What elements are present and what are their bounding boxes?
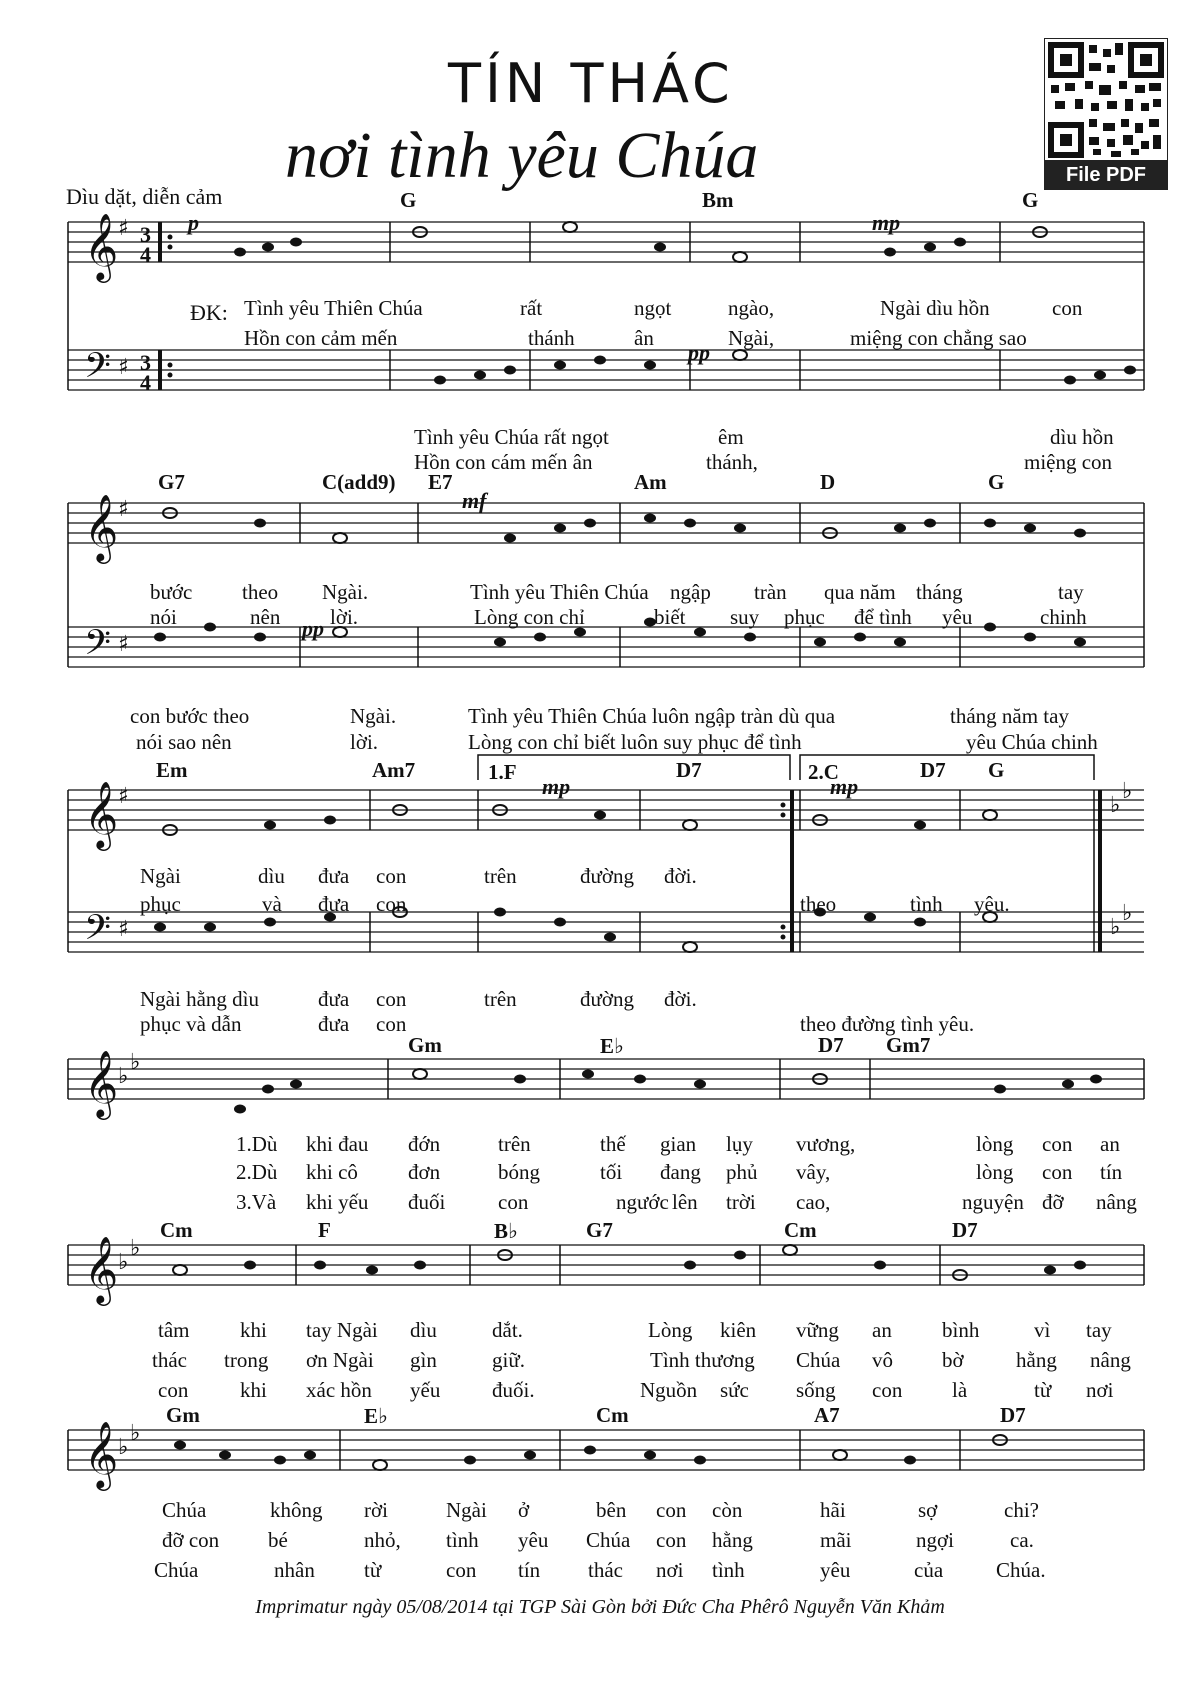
lyric-syllable: xác hồn bbox=[306, 1378, 372, 1402]
chord: Am7 bbox=[372, 758, 416, 782]
lyric-syllable: Ngài dìu hồn bbox=[880, 296, 990, 320]
lyric-syllable: Ngài hằng dìu bbox=[140, 987, 259, 1011]
lyric-syllable: Ngài bbox=[140, 864, 181, 888]
lyric-syllable: suy bbox=[730, 605, 760, 629]
lyric-syllable: Hồn con cám mến ân bbox=[414, 450, 593, 474]
lyric-syllable: theo bbox=[800, 892, 837, 916]
svg-text:3: 3 bbox=[140, 350, 151, 375]
lyric-syllable: rất bbox=[520, 296, 543, 320]
lyric-syllable: tình bbox=[910, 892, 943, 916]
lyric-syllable: giữ. bbox=[492, 1348, 525, 1372]
lyric-syllable: đớn bbox=[408, 1132, 441, 1156]
lyric-syllable: dắt. bbox=[492, 1318, 523, 1342]
lyric-syllable: tín bbox=[1100, 1160, 1123, 1184]
lyric-syllable: gìn bbox=[410, 1348, 437, 1372]
lyric-syllable: bước bbox=[150, 580, 193, 604]
lyric-syllable: con bbox=[158, 1378, 189, 1402]
lyric-syllable: trời bbox=[726, 1190, 756, 1214]
svg-text:𝄞: 𝄞 bbox=[84, 1235, 119, 1303]
lyric-syllable: sợ bbox=[918, 1498, 938, 1522]
svg-text:♭: ♭ bbox=[1122, 901, 1133, 926]
lyric-syllable: Tình yêu Thiên Chúa luôn ngập tràn dù qua bbox=[468, 704, 836, 728]
chord: E♭ bbox=[600, 1034, 624, 1058]
chord: Cm bbox=[596, 1403, 629, 1427]
lyric-syllable: yếu bbox=[410, 1378, 441, 1402]
lyric-syllable: con bbox=[376, 987, 407, 1011]
lyric-syllable: trên bbox=[498, 1132, 531, 1156]
lyric-syllable: Lòng con chỉ bbox=[474, 605, 585, 629]
lyric-syllable: và bbox=[262, 892, 282, 916]
chord: Cm bbox=[160, 1218, 193, 1242]
chord: D bbox=[820, 470, 836, 494]
lyric-syllable: tối bbox=[600, 1160, 623, 1184]
lyric-syllable: con bbox=[376, 1012, 407, 1036]
lyric-syllable: đuối bbox=[408, 1190, 446, 1214]
svg-text:♭: ♭ bbox=[1122, 779, 1133, 804]
chord: 1.F bbox=[488, 760, 517, 784]
dynamic-mp: mp bbox=[872, 210, 901, 235]
lyric-syllable: tháng năm tay bbox=[950, 704, 1069, 728]
lyric-syllable: miệng con chẳng sao bbox=[850, 326, 1027, 350]
svg-text:𝄞: 𝄞 bbox=[84, 493, 119, 561]
lyric-syllable: Tình yêu Thiên Chúa bbox=[470, 580, 649, 604]
lyric-syllable: từ bbox=[1034, 1378, 1052, 1402]
lyric-syllable: đưa bbox=[318, 864, 350, 888]
lyric-syllable: ngước bbox=[616, 1190, 669, 1214]
lyric-syllable: tháng bbox=[916, 580, 963, 604]
lyric-syllable: tín bbox=[518, 1558, 541, 1582]
lyric-syllable: đưa bbox=[318, 987, 350, 1011]
lyric-syllable: sống bbox=[796, 1378, 836, 1402]
svg-text:𝄢: 𝄢 bbox=[84, 345, 112, 394]
svg-text:𝄞: 𝄞 bbox=[84, 1049, 119, 1117]
svg-text:♭: ♭ bbox=[118, 1435, 129, 1460]
lyric-syllable: tình bbox=[712, 1558, 745, 1582]
chord: C(add9) bbox=[322, 470, 396, 494]
chord: A7 bbox=[814, 1403, 840, 1427]
lyric-syllable: đường bbox=[580, 987, 634, 1011]
chord: D7 bbox=[1000, 1403, 1026, 1427]
noteheads bbox=[154, 222, 1136, 1470]
lyric-syllable: con bbox=[1042, 1132, 1073, 1156]
lyric-syllable: ngọt bbox=[634, 296, 672, 320]
lyric-syllable: hãi bbox=[820, 1498, 846, 1522]
title-line-2: nơi tình yêu Chúa bbox=[285, 119, 759, 192]
lyric-syllable: đưa bbox=[318, 892, 350, 916]
lyric-syllable: đơn bbox=[408, 1160, 441, 1184]
svg-text:♭: ♭ bbox=[118, 1064, 129, 1089]
lyric-syllable: không bbox=[270, 1498, 323, 1522]
lyric-syllable: ở bbox=[518, 1498, 530, 1522]
chord: B♭ bbox=[494, 1219, 518, 1243]
chord: G bbox=[400, 188, 417, 212]
lyric-syllable: con bbox=[872, 1378, 903, 1402]
lyric-syllable: tình bbox=[446, 1528, 479, 1552]
lyric-syllable: tay bbox=[1058, 580, 1084, 604]
lyric-syllable: miệng con bbox=[1024, 450, 1113, 474]
lyric-syllable: sức bbox=[720, 1378, 749, 1402]
lyric-syllable: lời. bbox=[350, 730, 379, 754]
lyric-syllable: lòng bbox=[976, 1160, 1014, 1184]
lyric-syllable: vương, bbox=[796, 1132, 856, 1156]
lyric-syllable: êm bbox=[718, 425, 744, 449]
dynamic-mp: mp bbox=[830, 774, 859, 799]
dynamic-pp: pp bbox=[302, 616, 324, 641]
lyric-syllable: Nguồn bbox=[640, 1378, 698, 1402]
chord: D7 bbox=[676, 758, 702, 782]
lyric-syllable: còn bbox=[712, 1498, 743, 1522]
lyric-syllable: vì bbox=[1034, 1318, 1051, 1342]
lyric-syllable: dìu bbox=[258, 864, 285, 888]
lyric-syllable: thác bbox=[588, 1558, 623, 1582]
lyric-syllable: vô bbox=[872, 1348, 893, 1372]
tempo-marking: Dìu dặt, diễn cảm bbox=[66, 184, 223, 209]
lyric-syllable: khi yếu bbox=[306, 1190, 369, 1214]
svg-text:♯: ♯ bbox=[118, 632, 129, 657]
lyric-syllable: vững bbox=[796, 1318, 839, 1342]
lyric-syllable: biết bbox=[654, 605, 686, 629]
lyric-syllable: phục bbox=[784, 605, 825, 629]
lyric-syllable: 2.Dù bbox=[236, 1160, 278, 1184]
lyric-syllable: nguyện bbox=[962, 1190, 1024, 1214]
lyric-syllable: lụy bbox=[726, 1132, 753, 1156]
svg-text:𝄞: 𝄞 bbox=[84, 780, 119, 848]
lyric-syllable: là bbox=[952, 1378, 968, 1402]
lyric-syllable: chi? bbox=[1004, 1498, 1039, 1522]
lyric-syllable: yêu. bbox=[974, 892, 1010, 916]
lyric-syllable: thánh, bbox=[706, 450, 758, 474]
lyric-syllable: lòng bbox=[976, 1132, 1014, 1156]
lyric-syllable: yêu bbox=[820, 1558, 851, 1582]
svg-text:4: 4 bbox=[140, 242, 151, 267]
lyric-syllable: Hồn con cảm mến bbox=[244, 326, 398, 350]
lyric-syllable: đỡ bbox=[1042, 1190, 1064, 1214]
lyric-syllable: nâng bbox=[1096, 1190, 1137, 1214]
lyric-syllable: nói bbox=[150, 605, 177, 629]
chord: G bbox=[988, 470, 1005, 494]
lyric-syllable: lên bbox=[672, 1190, 698, 1214]
lyric-syllable: nâng bbox=[1090, 1348, 1131, 1372]
dynamic-p: p bbox=[188, 210, 199, 235]
chord: E♭ bbox=[364, 1404, 388, 1428]
lyric-syllable: thánh bbox=[528, 326, 575, 350]
file-pdf-badge[interactable]: File PDF bbox=[1044, 160, 1168, 190]
lyric-syllable: tâm bbox=[158, 1318, 190, 1342]
lyric-syllable: chinh bbox=[1040, 605, 1087, 629]
lyric-syllable: bé bbox=[268, 1528, 288, 1552]
lyric-syllable: gian bbox=[660, 1132, 697, 1156]
lyric-syllable: nên bbox=[250, 605, 281, 629]
chord: D7 bbox=[920, 758, 946, 782]
chord: 2.C bbox=[808, 760, 839, 784]
lyric-syllable: phủ bbox=[726, 1160, 758, 1184]
lyric-syllable: Tình yêu Chúa rất ngọt bbox=[414, 425, 609, 449]
lyric-syllable: con bbox=[656, 1528, 687, 1552]
clef-icons bbox=[84, 212, 1132, 1491]
chord: Em bbox=[156, 758, 188, 782]
lyric-syllable: tay Ngài bbox=[306, 1318, 378, 1342]
lyric-syllable: con bbox=[498, 1190, 529, 1214]
lyric-syllable: Chúa bbox=[162, 1498, 207, 1522]
svg-text:♭: ♭ bbox=[1110, 793, 1121, 818]
chord: Gm7 bbox=[886, 1033, 931, 1057]
double-bar bbox=[1094, 790, 1100, 952]
svg-text:𝄢: 𝄢 bbox=[84, 907, 112, 956]
svg-text:𝄞: 𝄞 bbox=[84, 1420, 119, 1488]
lyric-syllable: ngợi bbox=[916, 1528, 954, 1552]
lyric-syllable: nơi bbox=[656, 1558, 684, 1582]
lyric-syllable: theo đường tình yêu. bbox=[800, 1012, 975, 1036]
lyric-syllable: tràn bbox=[754, 580, 787, 604]
lyric-syllable: 3.Và bbox=[236, 1190, 277, 1214]
dynamic-mf: mf bbox=[462, 488, 487, 513]
svg-text:♯: ♯ bbox=[118, 784, 129, 809]
lyric-syllable: con bbox=[656, 1498, 687, 1522]
chord: F bbox=[318, 1218, 331, 1242]
chord: G bbox=[988, 758, 1005, 782]
lyric-syllable: qua năm bbox=[824, 580, 896, 604]
chord: D7 bbox=[952, 1218, 978, 1242]
lyric-syllable: con bbox=[1042, 1160, 1073, 1184]
lyric-syllable: Lòng con chỉ biết luôn suy phục để tình bbox=[468, 730, 802, 754]
lyric-syllable: yêu bbox=[518, 1528, 549, 1552]
lyric-syllable: nhân bbox=[274, 1558, 315, 1582]
lyric-syllable: nhỏ, bbox=[364, 1528, 401, 1552]
lyric-syllable: bình bbox=[942, 1318, 980, 1342]
lyric-syllable: rời bbox=[364, 1498, 388, 1522]
lyric-syllable: bờ bbox=[942, 1348, 964, 1372]
lyric-syllable: khi bbox=[240, 1378, 267, 1402]
lyric-syllable: phục bbox=[140, 892, 181, 916]
lyric-syllable: Chúa bbox=[586, 1528, 631, 1552]
lyric-syllable: bóng bbox=[498, 1160, 540, 1184]
chord: Gm bbox=[408, 1033, 442, 1057]
lyric-syllable: khi đau bbox=[306, 1132, 369, 1156]
svg-text:3: 3 bbox=[140, 222, 151, 247]
lyric-syllable: trong bbox=[224, 1348, 269, 1372]
svg-text:♯: ♯ bbox=[118, 355, 129, 380]
svg-text:♭: ♭ bbox=[130, 1236, 141, 1261]
svg-text:𝄞: 𝄞 bbox=[84, 212, 119, 280]
chord: Gm bbox=[166, 1403, 200, 1427]
lyric-syllable: Ngài, bbox=[728, 326, 775, 350]
lyric-syllable: đang bbox=[660, 1160, 701, 1184]
chord: Am bbox=[634, 470, 667, 494]
title-line-1: TÍN THÁC bbox=[448, 52, 734, 115]
imprimatur-footer: Imprimatur ngày 05/08/2014 tại TGP Sài Gòn bởi Đức Cha Phêrô Nguyễn Văn Khảm bbox=[255, 1596, 945, 1618]
lyric-syllable: đường bbox=[580, 864, 634, 888]
lyric-syllable: mãi bbox=[820, 1528, 852, 1552]
svg-text:♭: ♭ bbox=[1110, 915, 1121, 940]
lyric-syllable: đuối. bbox=[492, 1378, 535, 1402]
lyric-syllable: theo bbox=[242, 580, 279, 604]
lyric-syllable: con bbox=[446, 1558, 477, 1582]
lyric-syllable: Chúa. bbox=[996, 1558, 1046, 1582]
lyric-syllable: Ngài. bbox=[350, 704, 397, 728]
lyric-syllable: ơn Ngài bbox=[306, 1348, 374, 1372]
lyric-syllable: trên bbox=[484, 987, 517, 1011]
lyric-syllable: con bbox=[376, 892, 407, 916]
lyric-syllable: bên bbox=[596, 1498, 627, 1522]
lyric-syllable: vây, bbox=[796, 1160, 831, 1184]
lyric-syllable: hằng bbox=[1016, 1348, 1057, 1372]
lyric-syllable: Tình yêu Thiên Chúa bbox=[244, 296, 423, 320]
lyric-syllable: đời. bbox=[664, 864, 697, 888]
lyric-syllable: lời. bbox=[330, 605, 359, 629]
chord: E7 bbox=[428, 470, 453, 494]
svg-text:♭: ♭ bbox=[130, 1050, 141, 1075]
staff-lines bbox=[68, 222, 1144, 1470]
svg-text:𝄢: 𝄢 bbox=[84, 622, 112, 671]
chord: Cm bbox=[784, 1218, 817, 1242]
lyric-syllable: đỡ con bbox=[162, 1528, 220, 1552]
dynamic-pp: pp bbox=[688, 340, 710, 365]
lyric-syllable: yêu Chúa chinh bbox=[966, 730, 1098, 754]
lyric-syllable: trên bbox=[484, 864, 517, 888]
lyric-syllable: khi cô bbox=[306, 1160, 358, 1184]
lyric-syllable: hằng bbox=[712, 1528, 753, 1552]
svg-text:♯: ♯ bbox=[118, 917, 129, 942]
lyric-syllable: yêu bbox=[942, 605, 973, 629]
lyric-syllable: đưa bbox=[318, 1012, 350, 1036]
chord: D7 bbox=[818, 1033, 844, 1057]
chord: G7 bbox=[158, 470, 185, 494]
lyric-syllable: Tình thương bbox=[650, 1348, 755, 1372]
lyric-syllable: của bbox=[914, 1558, 944, 1582]
lyric-syllable: nơi bbox=[1086, 1378, 1114, 1402]
dynamic-mp: mp bbox=[542, 774, 571, 799]
chord: G bbox=[1022, 188, 1039, 212]
lyric-syllable: con bbox=[1052, 296, 1083, 320]
lyric-syllable: đời. bbox=[664, 987, 697, 1011]
lyric-syllable: Chúa bbox=[796, 1348, 841, 1372]
svg-text:♯: ♯ bbox=[118, 216, 129, 241]
lyric-syllable: Ngài. bbox=[322, 580, 369, 604]
lyric-syllable: ca. bbox=[1010, 1528, 1034, 1552]
lyric-syllable: kiên bbox=[720, 1318, 757, 1342]
lyric-syllable: an bbox=[1100, 1132, 1120, 1156]
svg-text:♭: ♭ bbox=[130, 1421, 141, 1446]
lyric-syllable: phục và dẫn bbox=[140, 1012, 242, 1036]
chord: G7 bbox=[586, 1218, 613, 1242]
lyric-syllable: dìu bbox=[410, 1318, 437, 1342]
time-signatures bbox=[140, 222, 151, 395]
svg-text:♭: ♭ bbox=[118, 1250, 129, 1275]
refrain-label: ĐK: bbox=[190, 300, 228, 325]
lyric-syllable: thác bbox=[152, 1348, 187, 1372]
lyric-syllable: nói sao nên bbox=[136, 730, 232, 754]
lyric-syllable: thế bbox=[600, 1132, 626, 1156]
lyric-syllable: ngập bbox=[670, 580, 711, 604]
svg-text:4: 4 bbox=[140, 370, 151, 395]
lyric-syllable: an bbox=[872, 1318, 892, 1342]
lyric-syllable: con bbox=[376, 864, 407, 888]
bar-lines bbox=[68, 222, 1144, 1470]
lyric-syllable: dìu hồn bbox=[1050, 425, 1114, 449]
chord: Bm bbox=[702, 188, 734, 212]
lyric-syllable: để tình bbox=[854, 605, 912, 629]
lyric-syllable: từ bbox=[364, 1558, 382, 1582]
lyric-syllable: tay bbox=[1086, 1318, 1112, 1342]
lyric-syllable: khi bbox=[240, 1318, 267, 1342]
lyric-syllable: Lòng bbox=[648, 1318, 693, 1342]
lyric-syllable: 1.Dù bbox=[236, 1132, 278, 1156]
lyric-syllable: ân bbox=[634, 326, 654, 350]
lyric-syllable: ngào, bbox=[728, 296, 775, 320]
lyric-syllable: con bước theo bbox=[130, 704, 250, 728]
svg-text:♯: ♯ bbox=[118, 497, 129, 522]
lyric-syllable: Ngài bbox=[446, 1498, 487, 1522]
lyric-syllable: cao, bbox=[796, 1190, 831, 1214]
lyric-syllable: Chúa bbox=[154, 1558, 199, 1582]
